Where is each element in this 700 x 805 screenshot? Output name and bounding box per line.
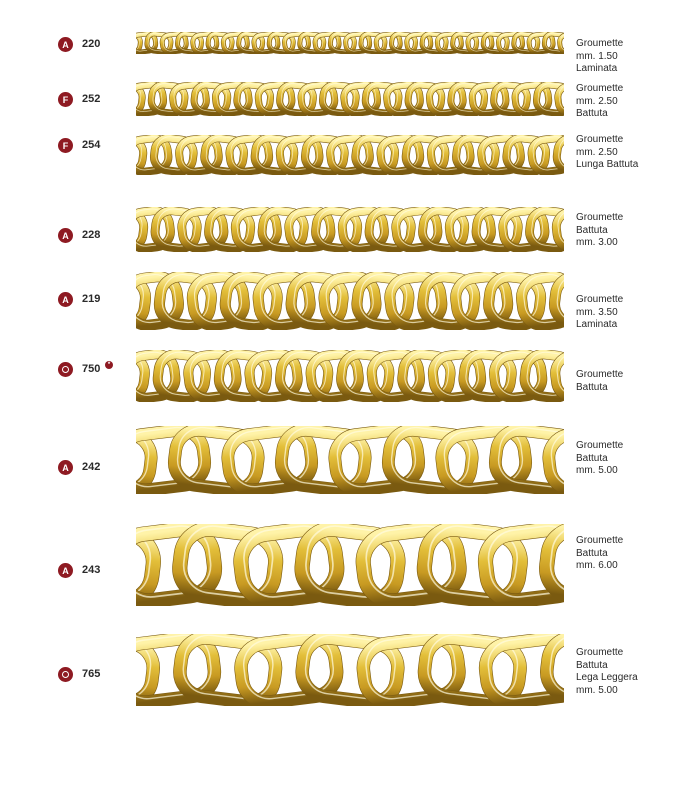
chain-code: 252 bbox=[82, 93, 101, 105]
description-line: mm. 5.00 bbox=[576, 465, 618, 477]
chain-photo bbox=[136, 634, 564, 706]
description-line: mm. 3.00 bbox=[576, 237, 618, 249]
chain-code: 242 bbox=[82, 461, 101, 473]
chain-description bbox=[576, 134, 696, 172]
material-badge: A bbox=[58, 292, 73, 307]
chain-code: 254 bbox=[82, 139, 101, 151]
description-line: Laminata bbox=[576, 63, 618, 75]
chain-photo bbox=[136, 135, 564, 175]
material-badge: A bbox=[58, 460, 73, 475]
chain-code: 243 bbox=[82, 564, 101, 576]
chain-description bbox=[576, 294, 696, 332]
description-line: Laminata bbox=[576, 319, 618, 331]
description-line: Groumette bbox=[576, 134, 624, 145]
chain-photo bbox=[136, 272, 564, 330]
chain-description bbox=[576, 369, 696, 394]
description-line: Battuta bbox=[576, 381, 608, 393]
chain-code: 750 bbox=[82, 363, 101, 375]
chain-description bbox=[576, 38, 696, 76]
material-badge: F bbox=[58, 92, 73, 107]
description-line: Battuta bbox=[576, 547, 608, 559]
description-line: Lega Leggera bbox=[576, 672, 638, 684]
chain-code: 228 bbox=[82, 229, 101, 241]
description-line: mm. 2.50 bbox=[576, 146, 618, 158]
description-line: Groumette bbox=[576, 647, 624, 658]
material-badge: A bbox=[58, 563, 73, 578]
material-badge bbox=[58, 362, 73, 377]
material-badge: F bbox=[58, 138, 73, 153]
description-line: Battuta bbox=[576, 659, 608, 671]
description-line: mm. 5.00 bbox=[576, 684, 618, 696]
description-line: mm. 1.50 bbox=[576, 50, 618, 62]
description-line: Battuta bbox=[576, 108, 608, 120]
description-line: Groumette bbox=[576, 83, 624, 94]
chain-photo bbox=[136, 32, 564, 54]
chain-description bbox=[576, 535, 696, 573]
description-line: Groumette bbox=[576, 212, 624, 223]
chain-photo bbox=[136, 350, 564, 402]
chain-photo bbox=[136, 207, 564, 252]
description-line: Groumette bbox=[576, 535, 624, 546]
chain-photo bbox=[136, 82, 564, 116]
chain-photo bbox=[136, 426, 564, 494]
description-line: Groumette bbox=[576, 38, 624, 49]
description-line: Battuta bbox=[576, 224, 608, 236]
description-line: mm. 6.00 bbox=[576, 560, 618, 572]
chain-code: 219 bbox=[82, 293, 101, 305]
chain-code: 765 bbox=[82, 668, 101, 680]
description-line: Groumette bbox=[576, 369, 624, 380]
description-line: mm. 2.50 bbox=[576, 95, 618, 107]
asterisk-mark: * bbox=[105, 361, 113, 369]
chain-code: 220 bbox=[82, 38, 101, 50]
chain-description bbox=[576, 212, 696, 250]
description-line: Groumette bbox=[576, 294, 624, 305]
chain-description bbox=[576, 440, 696, 478]
material-badge bbox=[58, 667, 73, 682]
description-line: Lunga Battuta bbox=[576, 159, 639, 171]
description-line: Battuta bbox=[576, 452, 608, 464]
material-badge: A bbox=[58, 228, 73, 243]
chain-photo bbox=[136, 524, 564, 606]
material-badge: A bbox=[58, 37, 73, 52]
description-line: Groumette bbox=[576, 440, 624, 451]
chain-description bbox=[576, 83, 696, 121]
chain-description bbox=[576, 647, 696, 697]
description-line: mm. 3.50 bbox=[576, 306, 618, 318]
